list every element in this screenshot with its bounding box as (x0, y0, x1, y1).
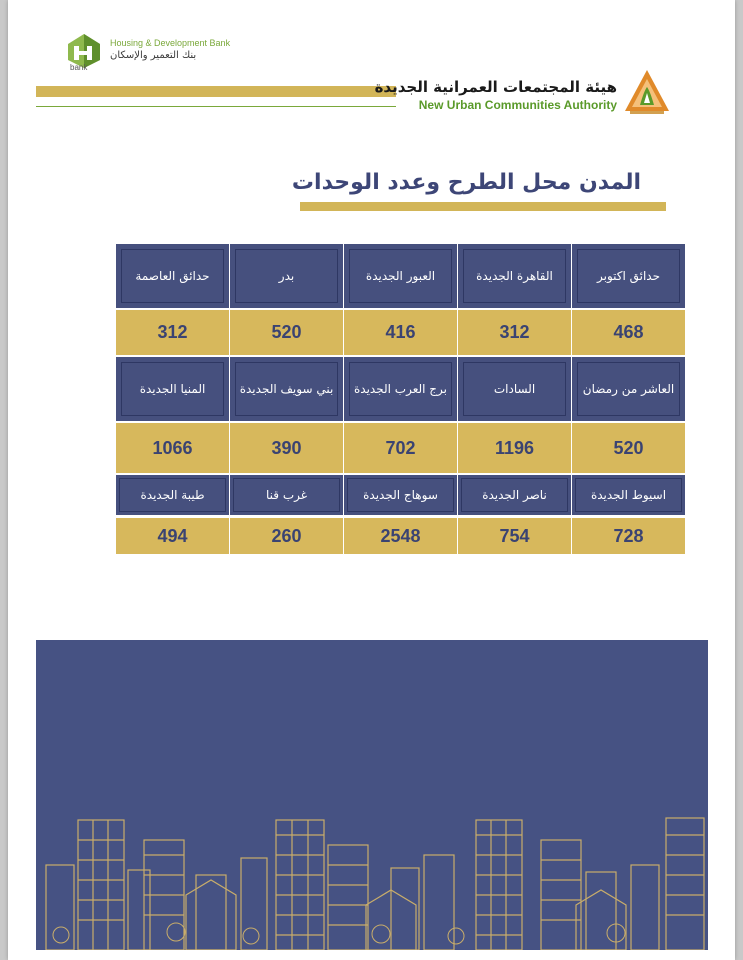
header-green-line (36, 106, 396, 107)
unit-count-cell: 2548 (344, 518, 457, 554)
authority-name-ar: هيئة المجتمعات العمرانية الجديدة (374, 78, 617, 96)
header-gold-bar (36, 86, 396, 97)
city-name-cell: بدر (230, 244, 343, 308)
unit-count-cell: 1066 (116, 423, 229, 473)
city-name-cell: المنيا الجديدة (116, 357, 229, 421)
unit-count-cell: 468 (572, 310, 685, 355)
city-name-cell: اسيوط الجديدة (572, 475, 685, 515)
authority-name-en: New Urban Communities Authority (418, 98, 617, 112)
unit-count-cell: 494 (116, 518, 229, 554)
bank-name-en: Housing & Development Bank (110, 38, 231, 48)
unit-count-cell: 312 (458, 310, 571, 355)
unit-count-cell: 702 (344, 423, 457, 473)
city-name-cell: برج العرب الجديدة (344, 357, 457, 421)
city-name-cell: طيبة الجديدة (116, 475, 229, 515)
city-name-cell: سوهاج الجديدة (344, 475, 457, 515)
page-title: المدن محل الطرح وعدد الوحدات (291, 170, 641, 195)
city-skyline-banner (36, 640, 708, 950)
city-name-cell: السادات (458, 357, 571, 421)
city-name-cell: ناصر الجديدة (458, 475, 571, 515)
unit-count-cell: 260 (230, 518, 343, 554)
city-name-cell: العبور الجديدة (344, 244, 457, 308)
city-name-cell: القاهرة الجديدة (458, 244, 571, 308)
unit-count-cell: 520 (230, 310, 343, 355)
title-underline (300, 202, 666, 211)
unit-count-cell: 1196 (458, 423, 571, 473)
unit-count-cell: 312 (116, 310, 229, 355)
unit-count-cell: 416 (344, 310, 457, 355)
city-name-cell: العاشر من رمضان (572, 357, 685, 421)
city-name-cell: حدائق اكتوبر (572, 244, 685, 308)
city-name-cell: غرب قنا (230, 475, 343, 515)
nuca-logo-icon (622, 67, 672, 117)
unit-count-cell: 390 (230, 423, 343, 473)
bank-name-ar: بنك التعمير والإسكان (110, 50, 197, 61)
city-name-cell: حدائق العاصمة (116, 244, 229, 308)
city-name-cell: بني سويف الجديدة (230, 357, 343, 421)
unit-count-cell: 520 (572, 423, 685, 473)
bank-sub-label: bank (70, 63, 88, 72)
unit-count-cell: 728 (572, 518, 685, 554)
unit-count-cell: 754 (458, 518, 571, 554)
skyline-illustration (36, 640, 708, 950)
